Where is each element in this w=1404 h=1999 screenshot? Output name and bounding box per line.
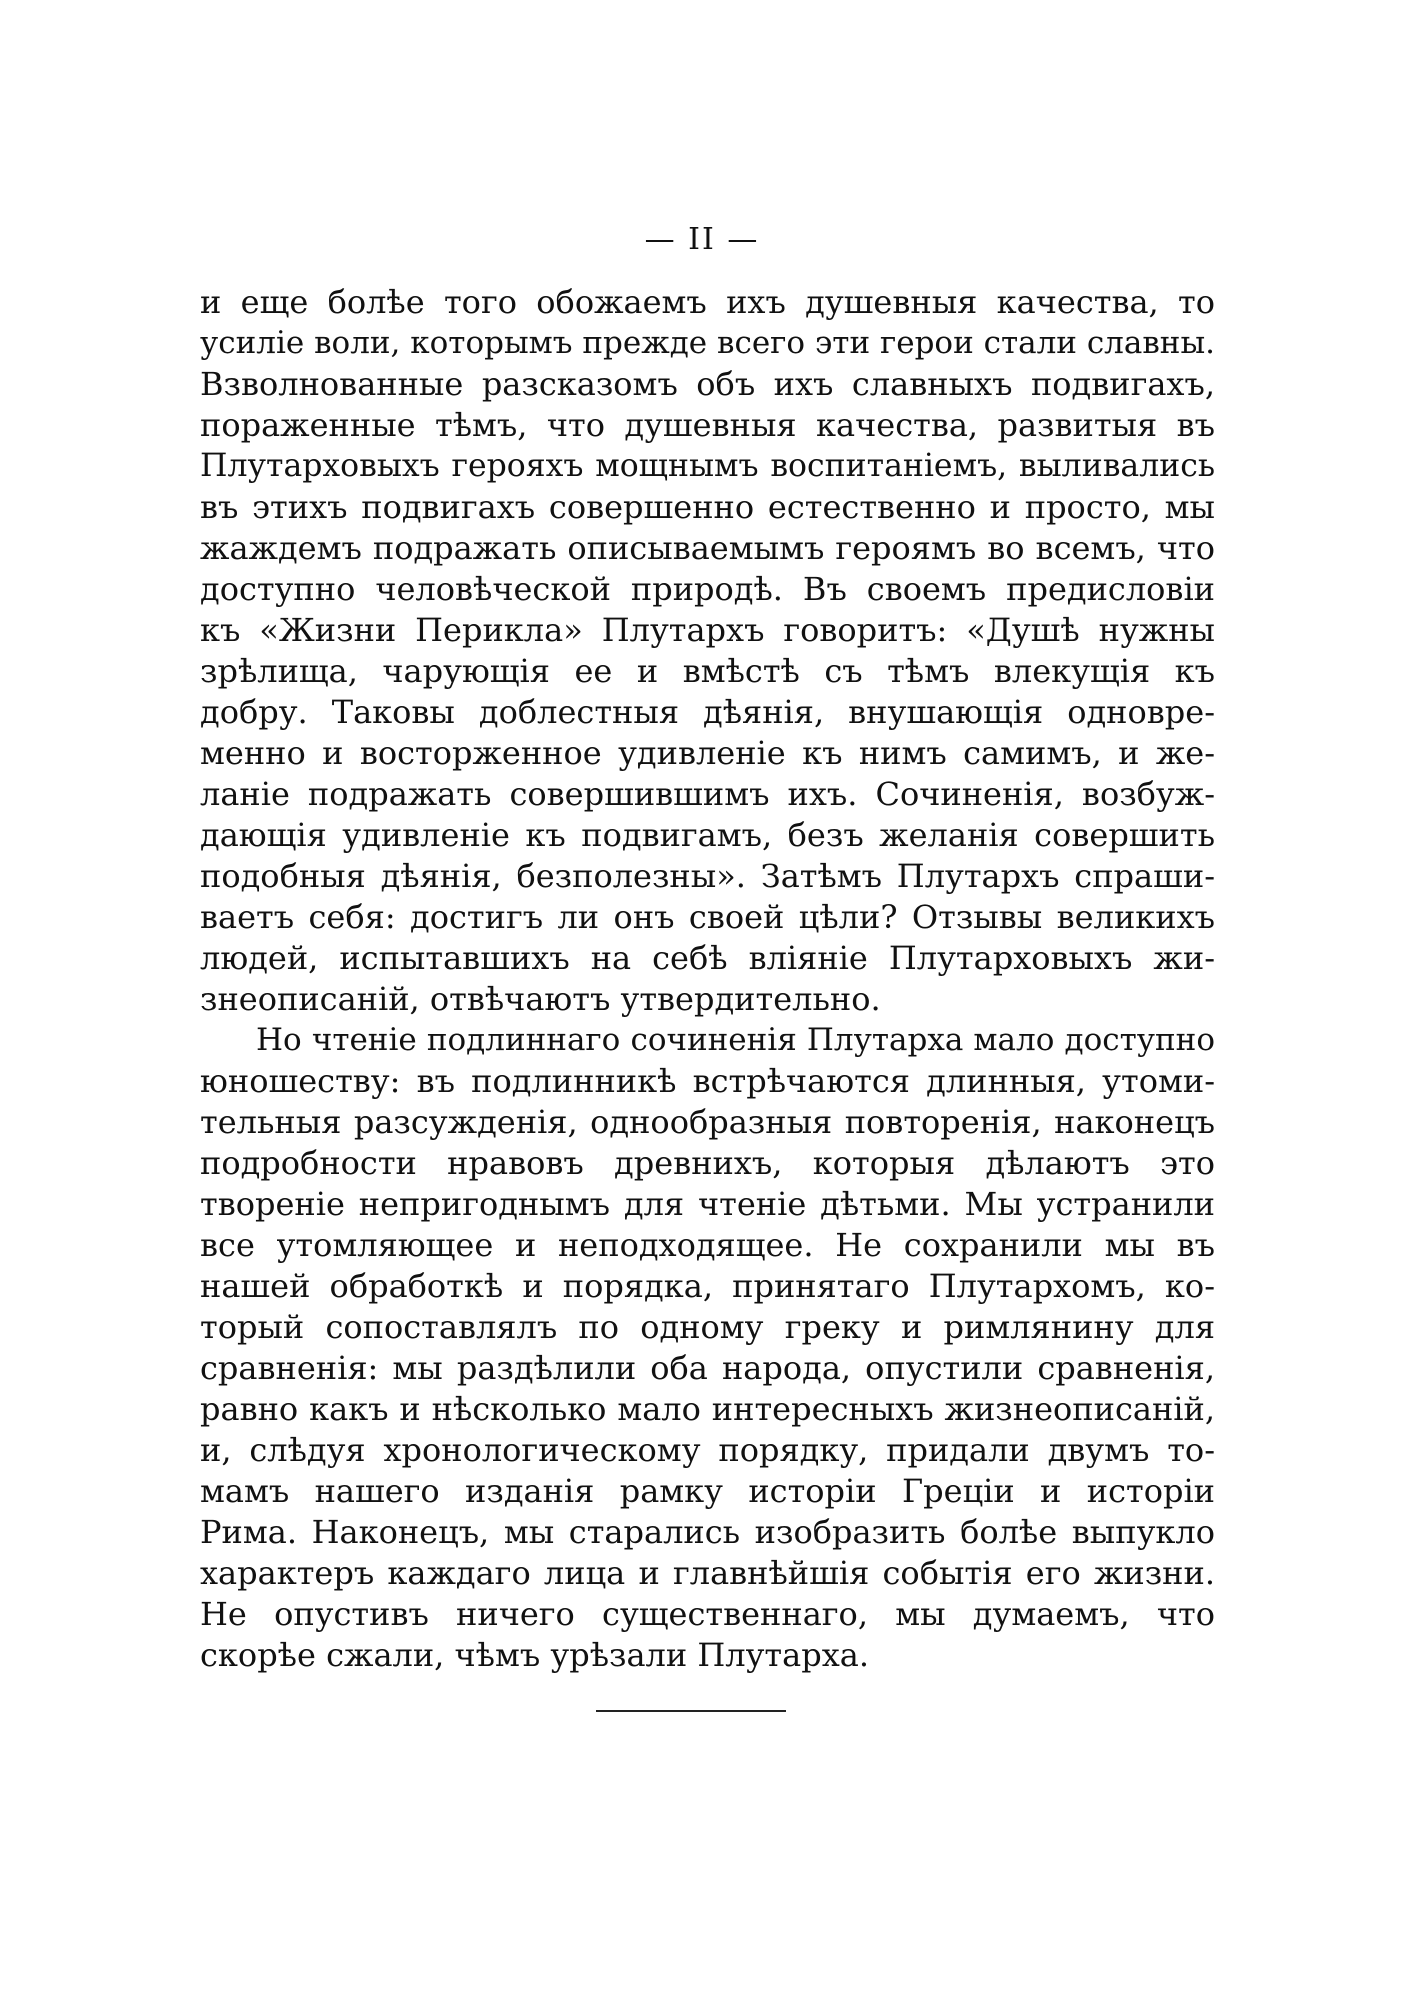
text-line: менно и восторженное удивленіе къ нимъ самимъ, и же-: [200, 734, 1215, 772]
text-line: ланіе подражать совершившимъ ихъ. Сочиненія, возбуж-: [200, 775, 1215, 813]
text-line: Взволнованные разсказомъ объ ихъ славныхъ подвигахъ,: [200, 365, 1215, 403]
text-line: подобныя дѣянія, безполезны». Затѣмъ Плутархъ спраши-: [200, 857, 1215, 895]
text-line: тельныя разсужденія, однообразныя повторенія, наконецъ: [200, 1103, 1215, 1141]
text-line: въ этихъ подвигахъ совершенно естественно и просто, мы: [200, 488, 1215, 526]
text-line: зрѣлища, чарующія ее и вмѣстѣ съ тѣмъ влекущія къ: [200, 652, 1215, 690]
text-line: добру. Таковы доблестныя дѣянія, внушающія одновре-: [200, 693, 1215, 731]
end-rule-divider: [596, 1710, 786, 1712]
text-line: все утомляющее и неподходящее. Не сохранили мы въ: [200, 1226, 1215, 1264]
paragraph-2: [200, 1020, 1215, 1676]
text-line: Но чтеніе подлиннаго сочиненія Плутарха мало доступно: [256, 1022, 1215, 1058]
text-line: подробности нравовъ древнихъ, которыя дѣлаютъ это: [200, 1144, 1215, 1182]
text-line: и, слѣдуя хронологическому порядку, придали двумъ то-: [200, 1431, 1215, 1469]
body-text: [200, 282, 1215, 1676]
text-line: торый сопоставлялъ по одному греку и римлянину для: [200, 1308, 1215, 1346]
text-line: Не опустивъ ничего существеннаго, мы думаемъ, что: [200, 1595, 1215, 1633]
paragraph-1: [200, 282, 1215, 1020]
text-line: Рима. Наконецъ, мы старались изобразить болѣе выпукло: [200, 1513, 1215, 1551]
text-line: мамъ нашего изданія рамку исторіи Греціи и исторіи: [200, 1472, 1215, 1510]
text-line: юношеству: въ подлинникѣ встрѣчаются длинныя, утоми-: [200, 1062, 1215, 1100]
text-line: ваетъ себя: достигъ ли онъ своей цѣли? Отзывы великихъ: [200, 898, 1215, 936]
text-line: твореніе непригоднымъ для чтеніе дѣтьми. Мы устранили: [200, 1185, 1215, 1223]
text-line: людей, испытавшихъ на себѣ вліяніе Плутарховыхъ жи-: [200, 939, 1215, 977]
text-line: скорѣе сжали, чѣмъ урѣзали Плутарха.: [200, 1636, 869, 1674]
text-line: пораженные тѣмъ, что душевныя качества, развитыя въ: [200, 406, 1215, 444]
text-line: сравненія: мы раздѣлили оба народа, опустили сравненія,: [200, 1349, 1215, 1387]
text-line: усиліе воли, которымъ прежде всего эти герои стали славны.: [200, 325, 1215, 361]
text-line: дающія удивленіе къ подвигамъ, безъ желанія совершить: [200, 816, 1215, 854]
text-line: нашей обработкѣ и порядка, принятаго Плутархомъ, ко-: [200, 1267, 1215, 1305]
text-line: характеръ каждаго лица и главнѣйшія событія его жизни.: [200, 1554, 1215, 1592]
text-line: Плутарховыхъ герояхъ мощнымъ воспитаніемъ, выливались: [200, 448, 1215, 484]
text-line: доступно человѣческой природѣ. Въ своемъ предисловіи: [200, 570, 1215, 608]
text-line: знеописаній, отвѣчаютъ утвердительно.: [200, 980, 881, 1018]
text-line: и еще болѣе того обожаемъ ихъ душевныя качества, то: [200, 283, 1215, 321]
text-line: равно какъ и нѣсколько мало интересныхъ жизнеописаній,: [200, 1390, 1215, 1428]
text-line: къ «Жизни Перикла» Плутархъ говоритъ: «Душѣ нужны: [200, 611, 1215, 649]
page-number: — II —: [644, 222, 760, 257]
text-line: жаждемъ подражать описываемымъ героямъ во всемъ, что: [200, 529, 1215, 567]
